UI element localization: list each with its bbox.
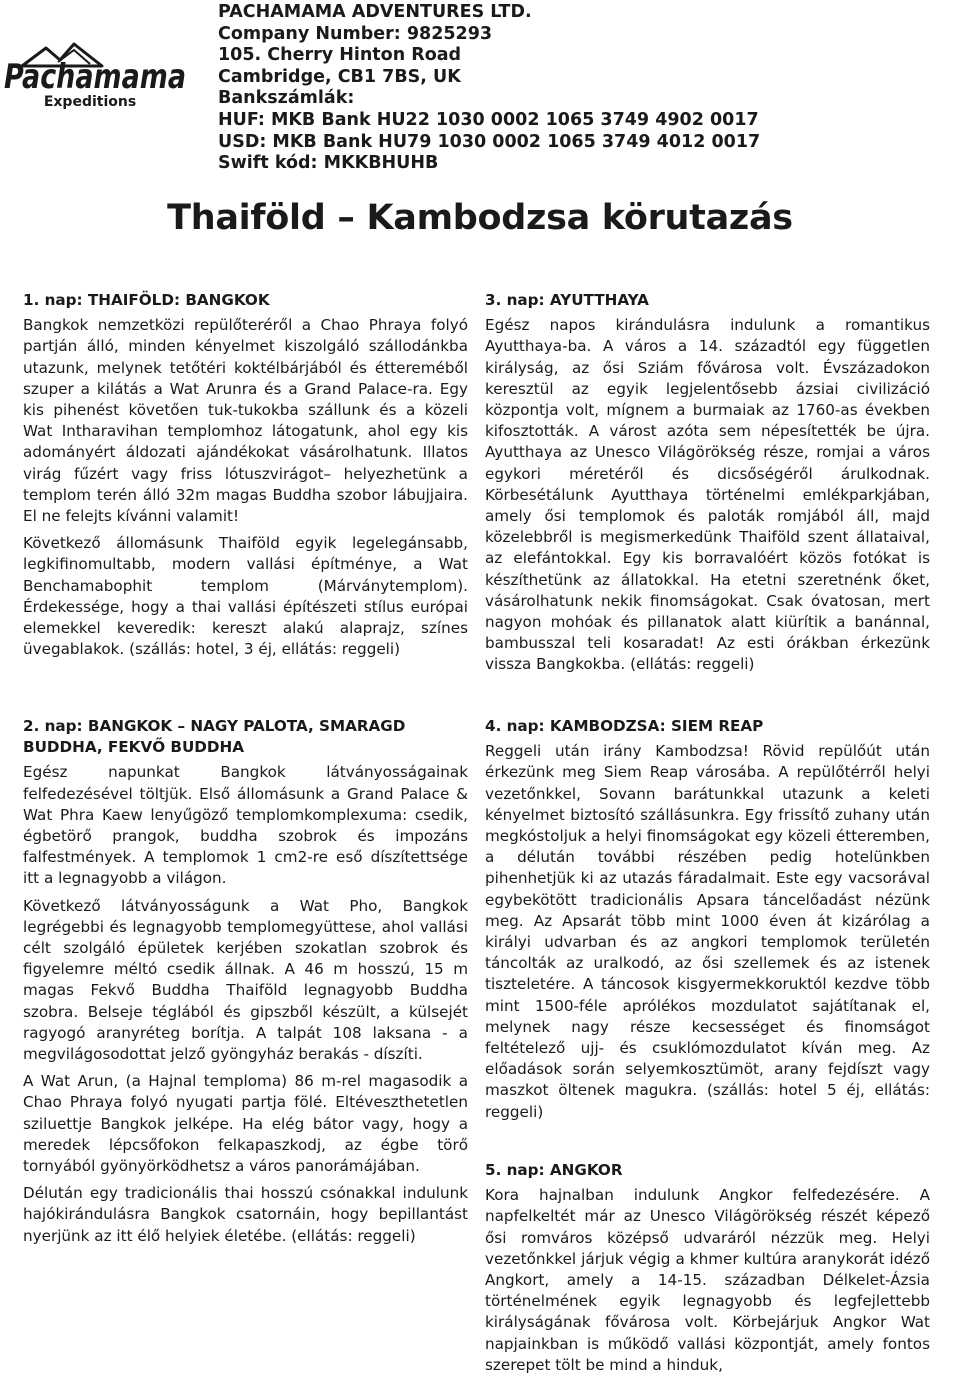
day-1-paragraph: Bangkok nemzetközi repülőteréről a Chao Phraya folyó partján álló, minden kényelmet kiszolgáló szállodánkba utazunk, melynek tetőtéri koktélbárjából és éttereméből szuper a kilátás a Wat Arunra és a Grand Palace-ra. Egy kis pihenést követően tuk-tukokba szállunk és a közeli Wat Intharavihan templomhoz látogatunk, ahol egy kis adományért áldozati ajándékokat vásárolhatunk. Illatos virág fűzért vagy friss lótuszvirágot– helyezhetünk a templom terén álló 32m magas Buddha szobor lábujjaira. El ne felejts kívánni valamit! <box>23 316 468 526</box>
huf-label: HUF: <box>218 109 265 130</box>
day-1-section <box>23 290 468 666</box>
usd-label: USD: <box>218 131 267 152</box>
day-4-section <box>485 716 930 1129</box>
logo-wordmark: Pachamama <box>4 57 186 97</box>
day-5-section <box>485 1160 930 1382</box>
page-title: Thaiföld – Kambodzsa körutazás <box>167 198 793 238</box>
day-2-paragraph: Délután egy tradicionális thai hosszú csónakkal indulunk hajókirándulásra Bangkok csatornáin, hogy bepillantást nyerjünk az itt élő helyiek életébe. (ellátás: reggeli) <box>23 1184 468 1245</box>
huf-account <box>218 109 759 132</box>
pachamama-expeditions-logo <box>2 40 188 118</box>
company-info <box>218 2 761 175</box>
day-2-paragraph: Következő látványosságunk a Wat Pho, Bangkok legrégebbi és legnagyobb templomegyüttese, ahol vallási célt szolgáló épületek kerjében szokatlan szobrok és figyelemre méltó csedik állnak. A 46 m hosszú, 15 m magas Fekvő Buddha Thaiföld legnagyobb Buddha szobra. Belseje téglából és gipszből készült, a külsejét ragyogó aranyréteg borítja. A talpát 108 laksana - a megvilágosodottat jelző gyöngyház berakás - díszíti. <box>23 896 468 1064</box>
swift-label: Swift kód: <box>218 153 318 174</box>
day-4-heading: 4. nap: KAMBODZSA: SIEM REAP <box>485 717 764 735</box>
day-2-heading: 2. nap: BANGKOK – NAGY PALOTA, SMARAGD BUDDHA, FEKVŐ BUDDHA <box>23 717 406 757</box>
swift-value: MKKBHUHB <box>317 153 439 174</box>
day-3-paragraph: Egész napos kirándulásra indulunk a romantikus Ayutthaya-ba. A város a 14. századtól egy független királyság, az ősi Sziám fővárosa volt. Évszázadokon keresztül az egyik legjelentősebb ázsiai civilizáció központja volt, mígnem a burmaiak az 1760-as években kifosztották. A várost azóta sem népesítették be újra. Ayutthaya az Unesco Világörökség része, romjai a város egykori méretéről és dicsőségéről árulkodnak. Körbesétálunk Ayutthaya történelmi emlékparkjában, amely ősi templomok és paloták romjából áll, majd közelebbről is megismerkedünk Thaiföld szent állataival, az elefántokkal. Egy kis borravalóért közös fotókat is készíthetünk az állatokkal. Ha etetni szeretnénk őket, vásárolhatunk nekik finomságokat. Csak óvatosan, mert nagyon mohóak és pillanatok alatt kiürítik a banánnal, bambusszal teli kosaradat! Az esti órákban érkezünk vissza Bangkokba. (ellátás: reggeli) <box>485 316 930 674</box>
day-4-paragraph: Reggeli után irány Kambodzsa! Rövid repülőút után érkezünk meg Siem Reap városába. A repülőtérről helyi vezetőnkkel, Sovann barátunkkal utazunk a keleti kényelmet biztosító szállásunkra. Egy frissítő zuhany után megkóstoljuk a helyi finomságokat egy közeli étteremben, a délután további részében pedig hotelünkben pihenhetjük ki az utazás fáradalmait. Este egy vacsorával egybekötött tradicionális Apsara táncelőadást nézünk meg. Az Apsarát több mint 1000 éven át kizárólag a királyi udvarban és az angkori templomok területén táncolták az uralkodó, az ősi szellemek és az istenek tiszteletére. A táncosok kisgyermekkoruktól kezdve több mint 1500-féle aprólékos mozdulatot sajátítanak el, melynek nagy része kecsességet és finomságot feltételező ujj- és csuklómozdulatot kíván meg. Az előadások során selyemkosztümöt, arany fejdíszt vagy maszkot öltenek magukra. (szállás: hotel 5 éj, ellátás: reggeli) <box>485 742 930 1121</box>
usd-account <box>218 131 761 154</box>
day-3-heading: 3. nap: AYUTTHAYA <box>485 291 649 309</box>
day-5-heading: 5. nap: ANGKOR <box>485 1161 623 1179</box>
company-city: Cambridge, CB1 7BS, UK <box>218 66 461 87</box>
usd-value: MKB Bank HU79 1030 0002 1065 3749 4012 0017 <box>266 131 761 152</box>
day-2-paragraph: A Wat Arun, (a Hajnal temploma) 86 m-rel magasodik a Chao Phraya folyó nyugati partja fölé. Eltéveszthetetlen sziluettje Bangkok jelképe. Ha elég bátor vagy, hogy a meredek lépcsőfokon felkapaszkodj, az égbe törő tornyából gyönyörködhetsz a város panorámájában. <box>23 1072 468 1176</box>
day-1-paragraph: Következő állomásunk Thaiföld egyik legelegánsabb, legkifinomultabb, modern vallási építménye, a Wat Benchamabophit templom (Márványtemplom). Érdekessége, hogy a thai vallási építészeti stílus európai elemekkel keveredik: kereszt alakú alaprajz, színes üvegablakok. (szállás: hotel, 3 éj, ellátás: reggeli) <box>23 534 468 659</box>
huf-value: MKB Bank HU22 1030 0002 1065 3749 4902 0017 <box>264 109 759 130</box>
bank-accounts-label: Bankszámlák: <box>218 88 355 109</box>
company-street: 105. Cherry Hinton Road <box>218 45 462 66</box>
logo-subtitle: Expeditions <box>43 94 137 110</box>
day-5-paragraph: Kora hajnalban indulunk Angkor felfedezésére. A napfelkeltét már az Unesco Világörökség részét képező ősi romváros középső udvaráról nézzük meg. Helyi vezetőnkkel járjuk végig a khmer kultúra aranykorát idéző Angkort, amely a 14-15. században Délkelet-Ázsia történelmének egyik legnagyobb és legfejlettebb királyságának fővárosa volt. Körbejárjuk Angkor Wat napjainkban is működő vallási központját, amely fontos szerepet tölt be mind a hinduk, <box>485 1186 930 1374</box>
swift-code <box>218 153 738 175</box>
company-name: PACHAMAMA ADVENTURES LTD. <box>218 2 532 22</box>
day-2-paragraph: Egész napunkat Bangkok látványosságainak felfedezésével töltjük. Első állomásunk a Grand Palace & Wat Phra Kaew lenyűgöző templomkomplexuma: csedik, égbetörő prangok, buddha szobrok és impozáns falfestmények. A templomok 1 cm2-re eső díszítettsége itt a legnagyobb a világon. <box>23 763 468 888</box>
day-1-heading: 1. nap: THAIFÖLD: BANGKOK <box>23 291 270 309</box>
company-number: Company Number: 9825293 <box>218 23 493 44</box>
day-3-section <box>485 290 930 682</box>
day-2-section <box>23 716 468 1253</box>
